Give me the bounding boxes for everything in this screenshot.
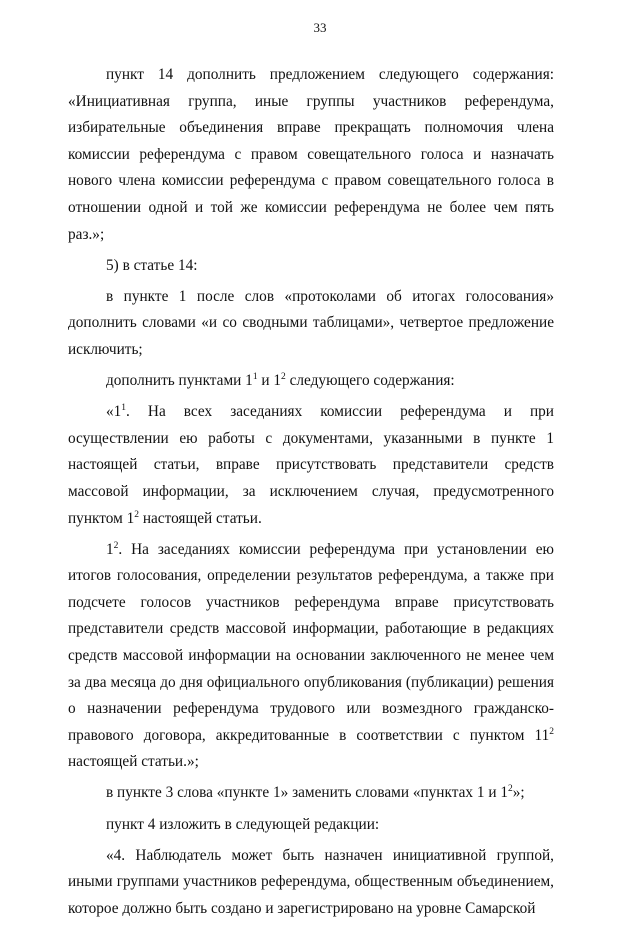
paragraph-point-1-1 (68, 399, 554, 532)
paragraph-text: настоящей статьи. (139, 509, 262, 527)
paragraph-punkt-3-amendment (68, 780, 554, 807)
paragraph-point-4-observer (68, 843, 554, 923)
paragraph-punkt-4-heading (68, 812, 554, 839)
paragraph-text: следующего содержания: (285, 372, 455, 390)
superscript: 2 (549, 726, 554, 737)
paragraph-text: 5) в статье 14: (106, 256, 198, 274)
superscript: 2 (113, 540, 119, 551)
paragraph-text: и 1 (257, 372, 282, 390)
paragraph-text: «4. Наблюдатель может быть назначен инициативной группой, иными группами участников референдума, общественным объединением, которое должно быть создано и зарегистрировано на уровне Самарской (68, 846, 554, 917)
superscript: 2 (508, 784, 513, 795)
paragraph-text: в пункте 1 после слов «протоколами об итогах голосования» дополнить словами «и со сводными таблицами», четвертое предложение исключить; (68, 287, 554, 358)
paragraph-add-points (68, 368, 554, 395)
paragraph-text: пункт 14 дополнить предложением следующего содержания: «Инициативная группа, иные группы участников референдума, избирательные объединения вправе прекращать полномочия члена комиссии референдума с правом совещательного голоса и назначать нового члена комиссии референдума с правом совещательного голоса в отношении одной и той же комиссии референдума не более чем пять раз.»; (68, 66, 554, 243)
paragraph-text: 1 (106, 540, 114, 558)
paragraph-text: . На всех заседаниях комиссии референдума и при осуществлении ею работы с документами, указанными в пункте 1 настоящей статьи, вправе присутствовать представители средств массовой информации, за исключением случая, предусмотренного пунктом 1 (68, 403, 554, 527)
paragraph-article-14-heading (68, 253, 554, 280)
paragraph-punkt-1-amendment (68, 284, 554, 364)
paragraph-text: пункт 4 изложить в следующей редакции: (106, 815, 380, 833)
paragraph-point-1-2 (68, 537, 554, 776)
paragraph-text: «1 (106, 403, 122, 421)
paragraph-text: . На заседаниях комиссии референдума при установлении ею итогов голосования, определении результатов референдума, а также при подсчете голосов участников референдума вправе присутствовать представители средств массовой информации, работающие в редакциях средств массовой информации на основании заключенного не менее чем за два месяца до дня официального опубликования (публикации) решения о назначении референдума трудового или возмездного гражданско-правового договора, аккредитованные в соответствии с пунктом 11 (68, 540, 554, 744)
paragraph-text: »; (512, 784, 525, 802)
paragraph-text: настоящей статьи.»; (68, 753, 199, 771)
superscript: 2 (281, 372, 286, 383)
page-number: 33 (313, 20, 327, 35)
superscript: 1 (252, 372, 258, 383)
superscript: 2 (134, 509, 139, 520)
paragraph-text: дополнить пунктами 1 (106, 372, 253, 390)
paragraph-text: в пункте 3 слова «пункте 1» заменить словами «пунктах 1 и 1 (106, 784, 508, 802)
document-body (68, 62, 554, 927)
superscript: 1 (121, 403, 127, 414)
paragraph-punkt-14 (68, 62, 554, 248)
